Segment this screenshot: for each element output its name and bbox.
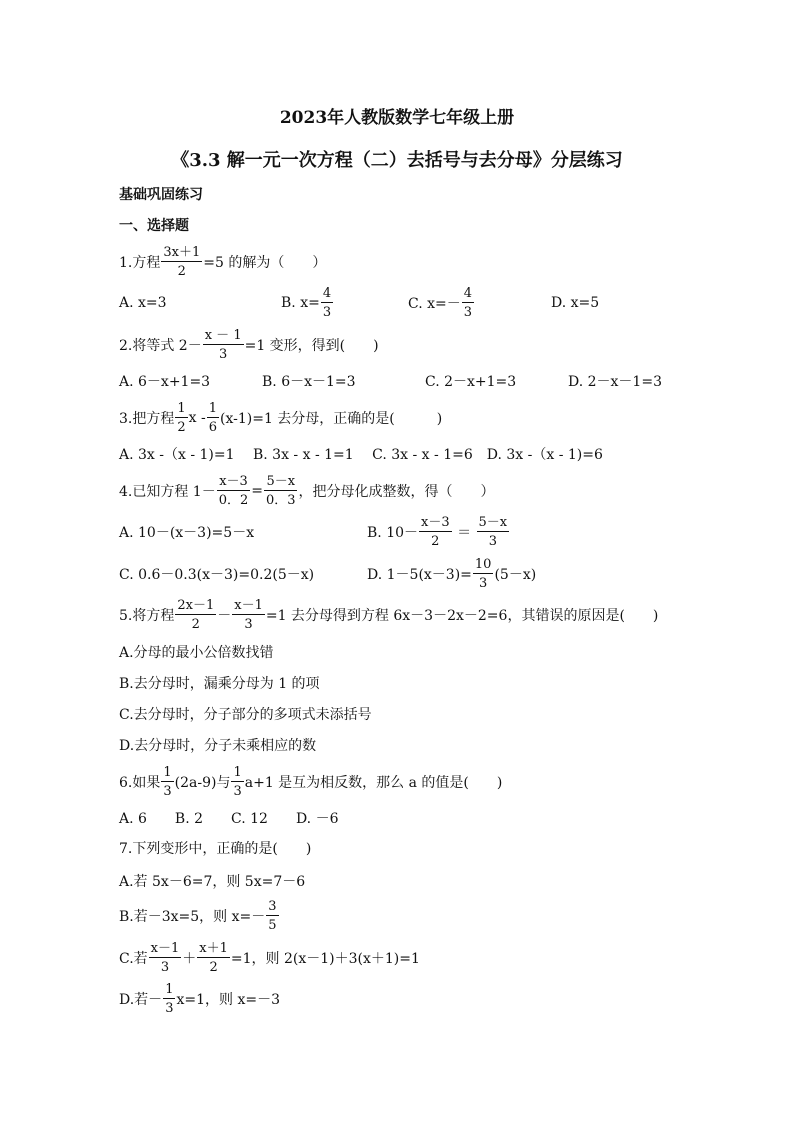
q5-option-b: B.去分母时，漏乘分母为 1 的项 (119, 676, 320, 692)
q1-option-c: C. x=－ $\frac{4}{3}$ (408, 286, 473, 320)
question-6: 6.如果 $\frac{1}{3}$ (2a-9)与 $\frac{1}{3}$ a+1 是互为相反数，那么 a 的值是( ) (119, 765, 503, 799)
fraction: $\frac{4}{3}$ (322, 286, 332, 320)
question-2: 2.将等式 2－ $\frac{x - 1}{3}$ =1 变形，得到( ) (119, 328, 379, 362)
q4-option-a: A. 10－(x－3)=5－x (119, 525, 255, 541)
section-heading: 基础巩固练习 (119, 187, 203, 203)
q7-option-d: D.若－ $\frac{1}{3}$ x=1，则 x=－3 (119, 982, 280, 1016)
fraction: $\frac{x-1}{3}$ (234, 598, 263, 632)
q2-option-a: A. 6－x+1=3 (119, 374, 211, 390)
question-7: 7.下列变形中，正确的是( ) (119, 841, 312, 857)
page-title: 2023年人教版数学七年级上册 (279, 108, 515, 128)
subsection-heading: 一、选择题 (119, 218, 189, 234)
page-subtitle: 《3.3 解一元一次方程（二）去括号与去分母》分层练习 (171, 150, 623, 171)
q1-option-b: B. x= $\frac{4}{3}$ (281, 286, 332, 320)
fraction: $\frac{5-x}{3}$ (478, 515, 508, 549)
fraction: $\frac{4}{3}$ (463, 286, 473, 320)
fraction: $\frac{5-x}{0.3}$ (266, 474, 296, 508)
q4-option-d: D. 1－5(x－3)= $\frac{10}{3}$ (5－x) (367, 557, 537, 591)
question-5: 5.将方程 $\frac{2x-1}{2}$ － $\frac{x-1}{3}$ =1 去分母得到方程 6x－3－2x－2=6，其错误的原因是( ) (119, 598, 659, 632)
fraction: $\frac{10}{3}$ (474, 557, 492, 591)
fraction: $\frac{x+1}{2}$ (199, 941, 228, 975)
fraction: $\frac{x-3}{2}$ (421, 515, 450, 549)
question-1: 1.方程 $\frac{3x+1}{2}$ =5 的解为（ ） (119, 245, 327, 279)
fraction: $\frac{2x-1}{2}$ (177, 598, 215, 632)
q1-option-d: D. x=5 (551, 295, 600, 311)
fraction: $\frac{x-3}{0.2}$ (218, 474, 249, 508)
q1-option-a: A. x=3 (119, 295, 167, 311)
q5-option-a: A.分母的最小公倍数找错 (119, 645, 274, 661)
q3-options: A. 3x -（x - 1)=1 B. 3x - x - 1=1 C. 3x - x - 1=6 D. 3x -（x - 1)=6 (119, 447, 603, 463)
q4-option-c: C. 0.6－0.3(x－3)=0.2(5－x) (119, 567, 315, 583)
q2-option-b: B. 6－x－1=3 (262, 374, 356, 390)
q7-option-a: A.若 5x－6=7，则 5x=7－6 (119, 874, 306, 890)
fraction: $\frac{1}{6}$ (208, 401, 217, 435)
question-3: 3.把方程 $\frac{1}{2}$ x - $\frac{1}{6}$ (x-1)=1 去分母，正确的是( ) (119, 401, 443, 435)
fraction: $\frac{1}{3}$ (163, 765, 172, 799)
q7-option-b: B.若－3x=5，则 x=－ $\frac{3}{5}$ (119, 899, 277, 933)
fraction: $\frac{x-1}{3}$ (150, 941, 180, 975)
fraction: $\frac{1}{2}$ (177, 401, 186, 435)
question-4: 4.已知方程 1－ $\frac{x-3}{0.2}$ = $\frac{5-x}{0.3}$ ，把分母化成整数，得（ ） (119, 474, 495, 508)
q2-option-d: D. 2－x－1=3 (568, 374, 662, 390)
fraction: $\frac{1}{3}$ (165, 982, 174, 1016)
q4-option-b: B. 10－ $\frac{x-3}{2}$ ＝ $\frac{5-x}{3}$ (367, 515, 508, 549)
fraction: $\frac{x - 1}{3}$ (204, 328, 242, 362)
q2-option-c: C. 2－x+1=3 (425, 374, 517, 390)
fraction: $\frac{3}{5}$ (268, 899, 277, 933)
q6-options: A. 6 B. 2 C. 12 D. －6 (119, 811, 339, 827)
q7-option-c: C.若 $\frac{x-1}{3}$ ＋ $\frac{x+1}{2}$ =1，则 2(x－1)＋3(x＋1)=1 (119, 941, 420, 975)
fraction: $\frac{1}{3}$ (233, 765, 242, 799)
q5-option-c: C.去分母时，分子部分的多项式未添括号 (119, 707, 372, 723)
q5-option-d: D.去分母时，分子未乘相应的数 (119, 738, 317, 754)
fraction: $\frac{3x+1}{2}$ (163, 245, 201, 279)
